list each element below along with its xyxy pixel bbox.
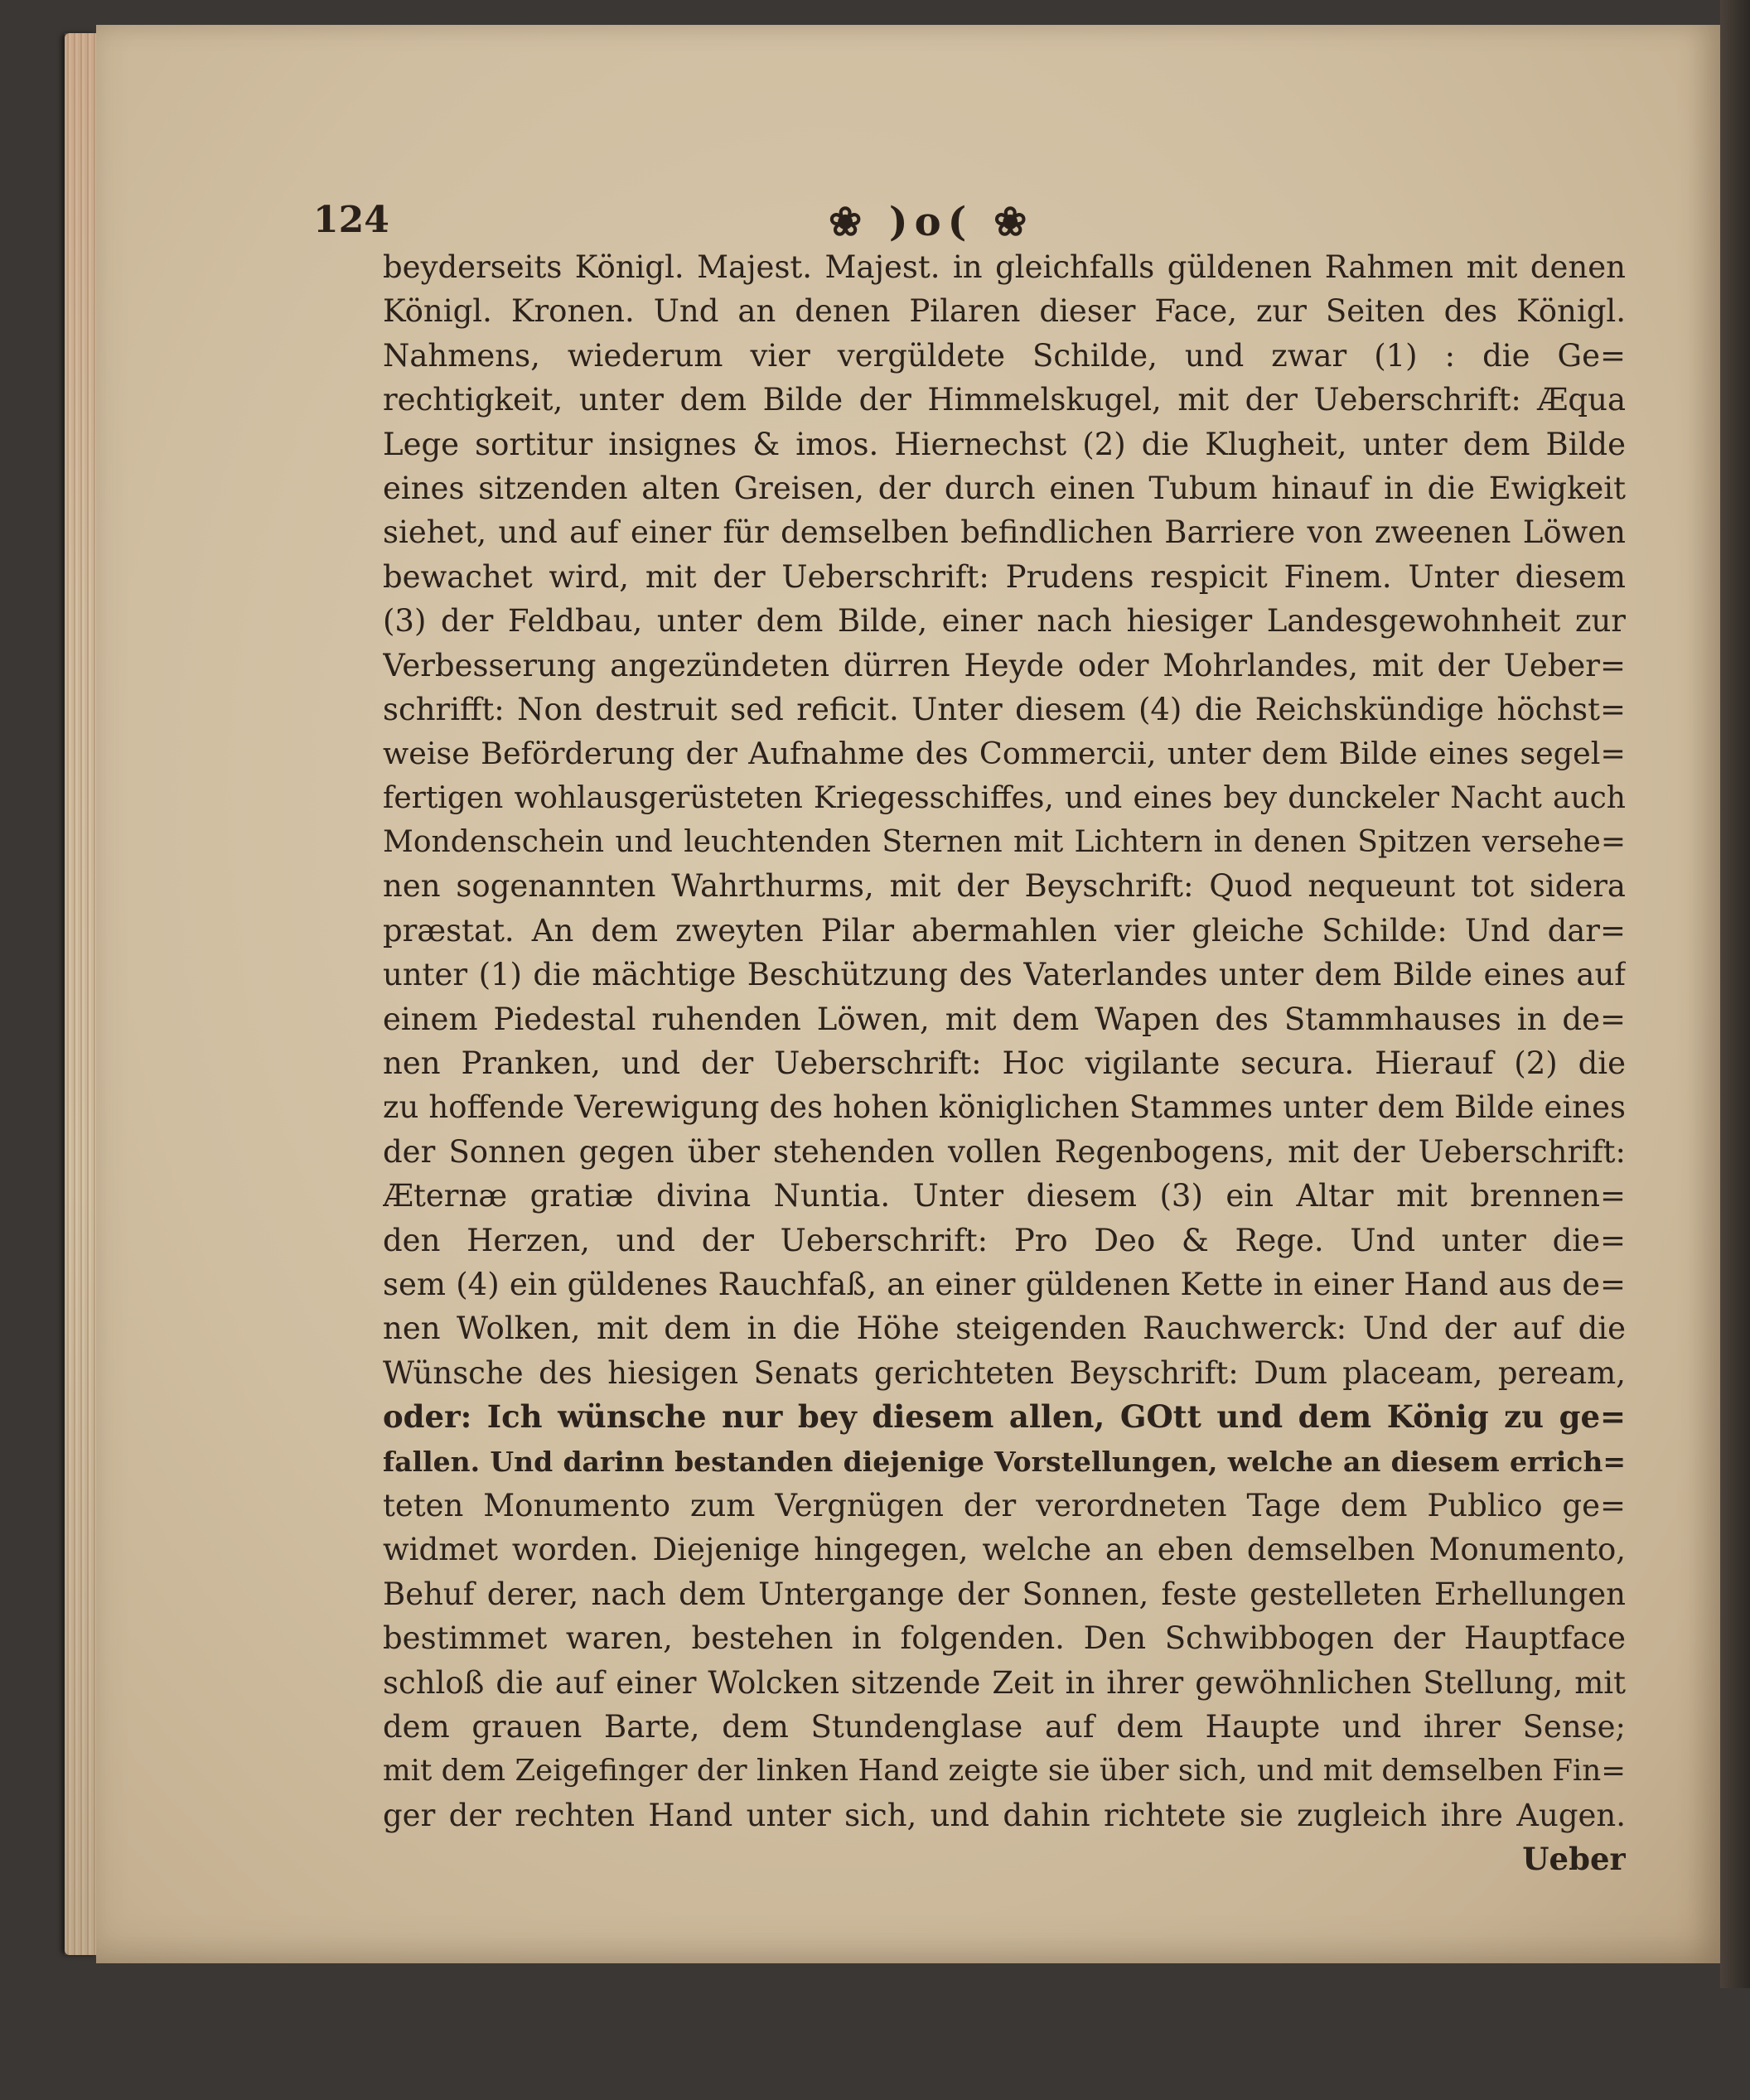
text-line: fertigen wohlausgerüsteten Kriegesschiffes, und eines bey dunckeler Nacht auch — [383, 780, 1626, 815]
text-line: eines sitzenden alten Greisen, der durch einen Tubum hinauf in die Ewigkeit — [383, 470, 1626, 506]
text-line: rechtigkeit, unter dem Bilde der Himmelskugel, mit der Ueberschrift: Æqua — [383, 382, 1626, 418]
text-line: bestimmet waren, bestehen in folgenden. Den Schwibbogen der Hauptface — [383, 1620, 1626, 1657]
text-line: dem grauen Barte, dem Stundenglase auf dem Haupte und ihrer Sense; — [383, 1708, 1626, 1745]
text-line: ger der rechten Hand unter sich, und dahin richtete sie zugleich ihre Augen. — [383, 1797, 1626, 1833]
text-line: nen sogenannten Wahrthurms, mit der Beyschrift: Quod nequeunt tot sidera — [383, 868, 1626, 905]
text-line: der Sonnen gegen über stehenden vollen Regenbogens, mit der Ueberschrift: — [383, 1133, 1626, 1170]
text-line: siehet, und auf einer für demselben befindlichen Barriere von zweenen Löwen — [383, 514, 1626, 551]
text-line: fallen. Und darinn bestanden diejenige Vorstellungen, welche an diesem errich= — [383, 1445, 1626, 1478]
catchword: Ueber — [1522, 1841, 1626, 1878]
text-line: præstat. An dem zweyten Pilar abermahlen vier gleiche Schilde: Und dar= — [383, 912, 1626, 949]
text-line: Mondenschein und leuchtenden Sternen mit Lichtern in denen Spitzen versehe= — [383, 825, 1626, 860]
header-ornament: ❀ )o( ❀ — [829, 199, 1034, 245]
text-line: Lege sortitur insignes & imos. Hiernechst (2) die Klugheit, unter dem Bilde — [383, 426, 1626, 462]
text-line: weise Beförderung der Aufnahme des Commercii, unter dem Bilde eines segel= — [383, 736, 1626, 772]
text-line: zu hoffende Verewigung des hohen königlichen Stammes unter dem Bilde eines — [383, 1089, 1626, 1126]
page-edge — [65, 33, 98, 1955]
text-line: den Herzen, und der Ueberschrift: Pro Deo & Rege. Und unter die= — [383, 1222, 1626, 1258]
text-line: sem (4) ein güldenes Rauchfaß, an einer güldenen Kette in einer Hand aus de= — [383, 1266, 1626, 1302]
text-line: nen Pranken, und der Ueberschrift: Hoc vigilante secura. Hierauf (2) die — [383, 1045, 1626, 1082]
text-line: beyderseits Königl. Majest. Majest. in gleichfalls güldenen Rahmen mit denen — [383, 249, 1626, 285]
text-line: schrifft: Non destruit sed reficit. Unter diesem (4) die Reichskündige höchst= — [383, 691, 1626, 727]
text-line: Verbesserung angezündeten dürren Heyde oder Mohrlandes, mit der Ueber= — [383, 647, 1626, 683]
text-line: teten Monumento zum Vergnügen der verordneten Tage dem Publico ge= — [383, 1487, 1626, 1523]
text-line: schloß die auf einer Wolcken sitzende Zeit in ihrer gewöhnlichen Stellung, mit — [383, 1664, 1626, 1701]
text-line: einem Piedestal ruhenden Löwen, mit dem Wapen des Stammhauses in de= — [383, 1001, 1626, 1037]
book-spine — [1720, 0, 1750, 1988]
text-line: Nahmens, wiederum vier vergüldete Schilde, und zwar (1) : die Ge= — [383, 337, 1626, 374]
text-line: widmet worden. Diejenige hingegen, welche an eben demselben Monumento, — [383, 1532, 1626, 1568]
text-line: Wünsche des hiesigen Senats gerichteten Beyschrift: Dum placeam, peream, — [383, 1354, 1626, 1391]
text-line: unter (1) die mächtige Beschützung des Vaterlandes unter dem Bilde eines auf — [383, 957, 1626, 993]
page-header — [0, 199, 1750, 249]
page-number: 124 — [313, 199, 389, 241]
text-line: nen Wolken, mit dem in die Höhe steigenden Rauchwerck: Und der auf die — [383, 1311, 1626, 1347]
text-line: Königl. Kronen. Und an denen Pilaren dieser Face, zur Seiten des Königl. — [383, 293, 1626, 330]
text-line: oder: Ich wünsche nur bey diesem allen, GOtt und dem König zu ge= — [383, 1398, 1626, 1436]
text-line: Æternæ gratiæ divina Nuntia. Unter diesem (3) ein Altar mit brennen= — [383, 1178, 1626, 1214]
body-text — [383, 245, 1626, 1881]
text-line: Behuf derer, nach dem Untergange der Sonnen, feste gestelleten Erhellungen — [383, 1576, 1626, 1612]
text-line: (3) der Feldbau, unter dem Bilde, einer nach hiesiger Landesgewohnheit zur — [383, 603, 1626, 640]
text-line: bewachet wird, mit der Ueberschrift: Prudens respicit Finem. Unter diesem — [383, 558, 1626, 595]
text-line: mit dem Zeigefinger der linken Hand zeigte sie über sich, und mit demselben Fin= — [383, 1754, 1626, 1789]
